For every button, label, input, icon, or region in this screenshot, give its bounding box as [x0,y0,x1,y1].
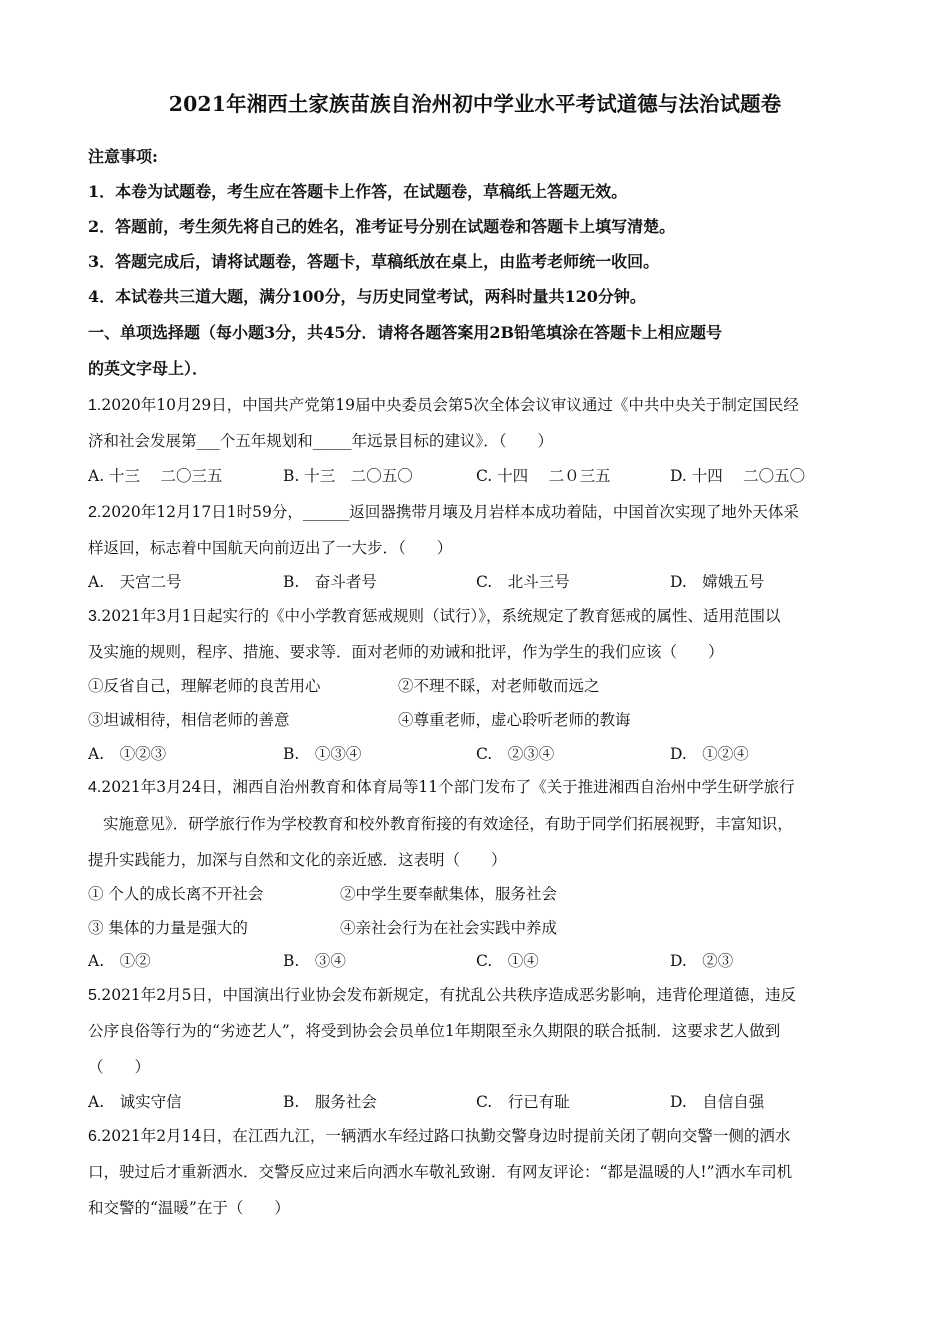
q4-statement-2: ②中学生要奉献集体，服务社会 [340,885,558,903]
q1-option-d[interactable]: D. 十四 二〇五〇 [670,467,806,485]
question-number: 5. [88,987,102,1004]
q1-option-c[interactable]: C. 十四 二０三五 [476,467,611,485]
q1-option-a[interactable]: A. 十三 二〇三五 [88,467,223,485]
question-6 [88,1125,790,1148]
question-text: 2021年2月5日，中国演出行业协会发布新规定，有扰乱公共秩序造成恶劣影响，违背伦理道德，违反 [101,986,797,1004]
q5-option-d[interactable]: D. 自信自强 [670,1093,765,1111]
q4-statement-3: ③ 集体的力量是强大的 [88,919,248,937]
question-text: 2021年3月24日，湘西自治州教育和体育局等11个部门发布了《关于推进湘西自治州中学生研学旅行 [101,778,795,796]
q4-option-d[interactable]: D. ②③ [670,952,734,970]
note-item-4: 4．本试卷共三道大题，满分100分，与历史同堂考试，两科时量共120分钟。 [88,287,646,306]
q5-option-b[interactable]: B. 服务社会 [283,1093,377,1111]
q3-statement-2: ②不理不睬，对老师敬而远之 [398,677,600,695]
question-5-cont2: （ ） [88,1058,151,1076]
question-number: 2. [88,504,102,521]
question-4-cont: 实施意见》．研学旅行作为学校教育和校外教育衔接的有效途径，有助于同学们拓展视野，丰富知识， [103,815,793,833]
question-text: 2021年3月1日起实行的《中小学教育惩戒规则（试行）》，系统规定了教育惩戒的属性、适用范围以 [101,607,781,625]
question-1 [88,394,799,417]
q3-statement-1: ①反省自己，理解老师的良苦用心 [88,677,321,695]
q3-option-b[interactable]: B. ①③④ [283,745,362,763]
q2-option-b[interactable]: B. 奋斗者号 [283,573,377,591]
section1-heading-cont: 的英文字母上）． [88,359,209,378]
q2-option-a[interactable]: A. 天宫二号 [88,573,182,591]
question-4 [88,776,795,799]
question-number: 6. [88,1128,102,1145]
question-number: 4. [88,779,102,796]
question-2 [88,501,799,524]
exam-title: 2021年湘西土家族苗族自治州初中学业水平考试道德与法治试题卷 [168,92,782,116]
question-2-cont: 样返回，标志着中国航天向前迈出了一大步．（ ） [88,539,453,557]
q4-statement-1: ① 个人的成长离不开社会 [88,885,264,903]
question-5 [88,984,796,1007]
question-text: 2020年12月17日1时59分，______返回器携带月壤及月岩样本成功着陆，中国首次实现了地外天体采 [101,503,799,521]
question-3-cont: 及实施的规则，程序、措施、要求等．面对老师的劝诫和批评，作为学生的我们应该（ ） [88,643,724,661]
question-1-cont: 济和社会发展第___个五年规划和_____年远景目标的建议》．（ ） [88,432,554,450]
q4-option-c[interactable]: C. ①④ [476,952,539,970]
q5-option-c[interactable]: C. 行已有耻 [476,1093,570,1111]
note-item-3: 3．答题完成后，请将试题卷，答题卡，草稿纸放在桌上，由监考老师统一收回。 [88,252,660,271]
question-number: 1. [88,397,102,414]
q1-option-b[interactable]: B. 十三 二〇五〇 [283,467,413,485]
question-6-cont2: 和交警的“温暖”在于（ ） [88,1199,290,1217]
question-5-cont: 公序良俗等行为的“劣迹艺人”，将受到协会会员单位1年期限至永久期限的联合抵制．这要求艺人做到 [88,1022,781,1040]
question-3 [88,605,781,628]
q3-option-a[interactable]: A. ①②③ [88,745,167,763]
note-item-2: 2．答题前，考生须先将自己的姓名，准考证号分别在试题卷和答题卡上填写清楚。 [88,217,676,236]
note-item-1: 1．本卷为试题卷，考生应在答题卡上作答，在试题卷，草稿纸上答题无效。 [88,182,628,201]
q3-statement-3: ③坦诚相待，相信老师的善意 [88,711,290,729]
question-6-cont: 口，驶过后才重新洒水．交警反应过来后向洒水车敬礼致谢．有网友评论：“都是温暖的人!”洒水车司机 [88,1163,793,1181]
section1-heading: 一、单项选择题（每小题3分，共45分．请将各题答案用2B铅笔填涂在答题卡上相应题号 [88,323,723,342]
q3-option-c[interactable]: C. ②③④ [476,745,555,763]
q3-option-d[interactable]: D. ①②④ [670,745,749,763]
q3-statement-4: ④尊重老师，虚心聆听老师的教诲 [398,711,631,729]
q4-statement-4: ④亲社会行为在社会实践中养成 [340,919,558,937]
notes-heading: 注意事项: [88,147,158,166]
q4-option-a[interactable]: A. ①② [88,952,151,970]
question-4-cont2: 提升实践能力，加深与自然和文化的亲近感．这表明（ ） [88,851,507,869]
q2-option-d[interactable]: D. 嫦娥五号 [670,573,765,591]
question-text: 2020年10月29日，中国共产党第19届中央委员会第5次全体会议审议通过《中共中央关于制定国民经 [101,396,799,414]
q5-option-a[interactable]: A. 诚实守信 [88,1093,182,1111]
question-text: 2021年2月14日，在江西九江，一辆洒水车经过路口执勤交警身边时提前关闭了朝向交警一侧的洒水 [101,1127,791,1145]
q4-option-b[interactable]: B. ③④ [283,952,346,970]
q2-option-c[interactable]: C. 北斗三号 [476,573,570,591]
question-number: 3. [88,608,102,625]
